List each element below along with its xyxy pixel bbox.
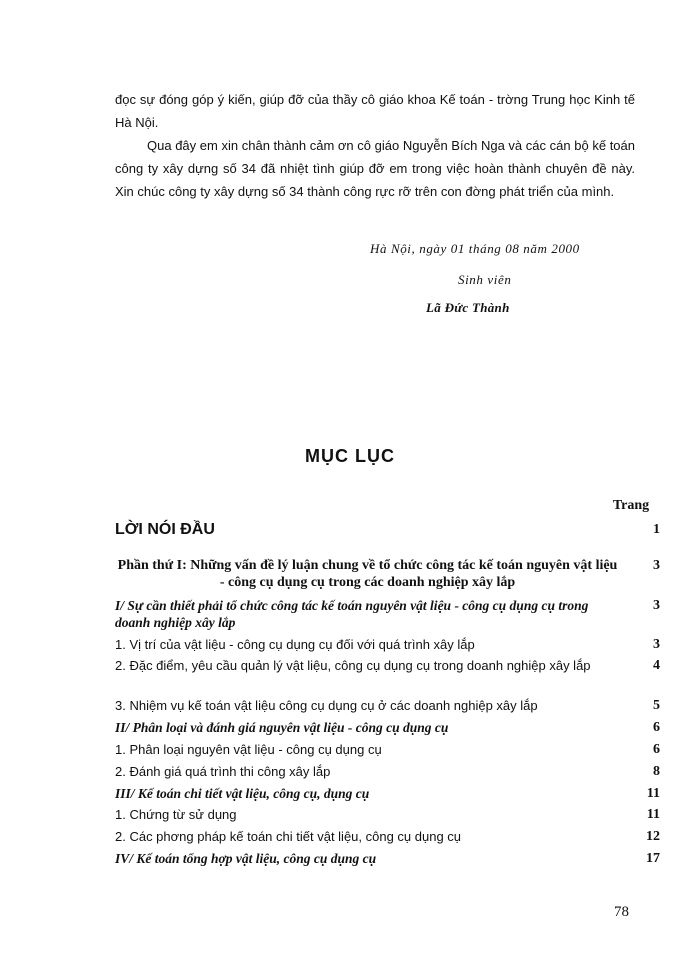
toc-entry[interactable] <box>115 741 660 758</box>
toc-entry-text: 1. Chứng từ sử dụng <box>115 807 237 822</box>
toc-entry-page: 17 <box>646 851 660 866</box>
toc-entry[interactable] <box>115 657 660 674</box>
toc-entry-page: 11 <box>646 807 660 822</box>
toc-entry[interactable] <box>115 719 660 736</box>
toc-entry[interactable] <box>115 785 660 802</box>
toc-entry-page: 6 <box>653 720 660 735</box>
ack-paragraph-1: đọc sự đóng góp ý kiến, giúp đỡ của thầy cô giáo khoa Kế toán - trờng Trung học Kinh tế Hà Nội. <box>115 92 635 130</box>
toc-entry-text: 2. Đặc điểm, yêu cầu quản lý vật liệu, công cụ dụng cụ trong doanh nghiệp xây lắp <box>115 658 591 673</box>
signature-role: Sinh viên <box>458 272 512 287</box>
toc-entry-page: 1 <box>653 522 660 537</box>
signature-place-date: Hà Nội, ngày 01 tháng 08 năm 2000 <box>370 241 580 256</box>
toc-page-column-label: Trang <box>612 498 650 513</box>
toc-entry-page: 3 <box>653 637 660 652</box>
toc-entry[interactable] <box>115 521 660 538</box>
signature-name: Lã Đức Thành <box>426 300 510 315</box>
toc-entry[interactable] <box>115 850 660 867</box>
toc-entry-text: 2. Đánh giá quá trình thi công xây lắp <box>115 764 331 779</box>
toc-entry-text: III/ Kế toán chi tiết vật liệu, công cụ, dụng cụ <box>115 786 370 801</box>
toc-entry-text: 2. Các phơng pháp kế toán chi tiết vật liệu, công cụ dụng cụ <box>115 829 462 844</box>
toc-entry-page: 5 <box>653 698 660 713</box>
toc-entry-text: Phần thứ I: Những vấn đề lý luận chung về tổ chức công tác kế toán nguyên vật liệu - công cụ dụng cụ trong các doanh nghiệp xây lắp <box>117 558 618 590</box>
toc-entry[interactable] <box>115 697 660 714</box>
toc-entry-text: II/ Phân loại và đánh giá nguyên vật liệu - công cụ dụng cụ <box>115 720 449 735</box>
toc-entry[interactable] <box>115 806 660 823</box>
toc-entry-text: I/ Sự cần thiết phải tổ chức công tác kế toán nguyên vật liệu - công cụ dụng cụ trong doanh nghiệp xây lắp <box>115 598 589 630</box>
toc-entry-page: 3 <box>653 558 660 573</box>
toc-entry[interactable] <box>115 597 660 631</box>
ack-paragraph-2: Qua đây em xin chân thành cảm ơn cô giáo Nguyễn Bích Nga và các cán bộ kế toán công ty xây dựng số 34 đã nhiệt tình giúp đỡ em trong việc hoàn thành chuyên đề này. Xin chúc công ty xây dựng số 34 thành công rực rỡ trên con đờng phát triển của mình. <box>115 138 635 199</box>
toc-entry-page: 3 <box>653 598 660 613</box>
toc-entry-text: LỜI NÓI ĐẦU <box>115 521 215 538</box>
acknowledgement-text <box>115 88 635 203</box>
toc-entry[interactable] <box>115 557 660 591</box>
toc-entry-page: 12 <box>646 829 660 844</box>
toc-entry-text: IV/ Kế toán tổng hợp vật liệu, công cụ dụng cụ <box>115 851 377 866</box>
toc-title: MỤC LỤC <box>305 446 395 466</box>
toc-entry-text: 3. Nhiệm vụ kế toán vật liệu công cụ dụng cụ ở các doanh nghiệp xây lắp <box>115 698 538 713</box>
toc-entry[interactable] <box>115 763 660 780</box>
toc-entry-page: 6 <box>653 742 660 757</box>
page-number: 78 <box>614 904 629 920</box>
toc-entry[interactable] <box>115 828 660 845</box>
toc-entry-text: 1. Phân loại nguyên vật liệu - công cụ dụng cụ <box>115 742 382 757</box>
toc-entry[interactable] <box>115 636 660 653</box>
toc-entry-page: 8 <box>653 764 660 779</box>
toc-entry-page: 4 <box>653 658 660 673</box>
toc-entry-page: 11 <box>646 786 660 801</box>
toc-entry-text: 1. Vị trí của vật liệu - công cụ dụng cụ đối với quá trình xây lắp <box>115 637 475 652</box>
